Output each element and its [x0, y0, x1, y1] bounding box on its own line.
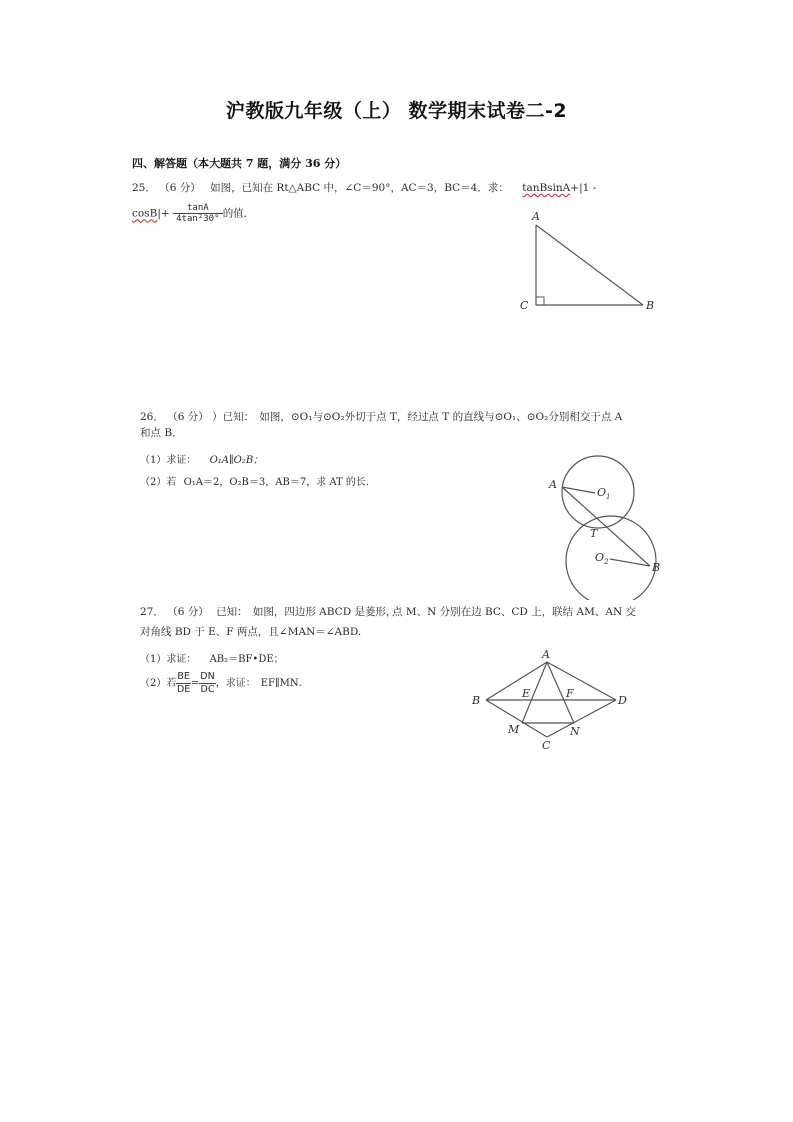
formula-part: +|1 -: [570, 182, 597, 194]
question-27-part1: [140, 650, 284, 665]
question-number: 27．: [140, 606, 164, 618]
part-label: （1）求证：: [140, 455, 197, 466]
section-heading: 四、解答题（本大题共 7 题，满分 36 分）: [132, 157, 347, 170]
part-content: ，求证： EF∥MN．: [215, 678, 309, 689]
formula-part: cosB: [132, 207, 158, 220]
question-number: 26．: [140, 411, 164, 423]
question-26-part2: [140, 473, 376, 488]
page-title: 沪教版九年级（上） 数学期末试卷二-2: [225, 100, 568, 122]
question-25-formula: [132, 203, 254, 224]
label-a: A: [532, 210, 540, 223]
part-label: （2）若: [140, 678, 177, 689]
formula-part: |+: [157, 207, 170, 220]
triangle-figure: [505, 205, 675, 325]
label-b: B: [652, 561, 661, 574]
label-t: T: [590, 527, 598, 540]
question-text: 已知： 如图，四边形 ABCD 是菱形，: [216, 606, 397, 618]
question-score: （6 分）: [167, 606, 209, 618]
question-25: [132, 180, 596, 195]
label-o2: $O_2$: [595, 551, 609, 566]
question-26-line2: 和点 B．: [140, 427, 183, 439]
label-b: B: [646, 299, 655, 312]
question-27-text-b: 点 M、N 分别在边 BC、CD 上，联结 AM、AN 交: [392, 606, 636, 618]
part-label: （2）若: [140, 477, 177, 488]
question-26: [140, 409, 622, 424]
label-c: C: [542, 739, 551, 752]
label-o1: $O_1$: [597, 486, 611, 501]
label-c: C: [520, 299, 529, 312]
question-27-part2: （2）若 $\frac{BE}{DE}$ = $\frac{DN}{DC}$ ，求证： EF∥MN．: [140, 671, 309, 695]
label-m: M: [508, 723, 520, 736]
label-b: B: [472, 694, 481, 707]
question-text: 如图，已知在 Rt△ABC 中，∠C＝90°，AC＝3，BC＝4．求：: [210, 182, 509, 194]
circles-figure: [540, 455, 670, 600]
fraction-numerator: tanA: [173, 203, 223, 214]
label-d: D: [618, 694, 627, 707]
fraction: [173, 203, 223, 224]
fraction-denominator: 4tan²30°: [176, 214, 220, 224]
part-content: AB₂＝BF•DE；: [209, 654, 284, 665]
label-e: E: [522, 687, 531, 700]
question-number: 25．: [132, 182, 156, 194]
rhombus-figure: [465, 645, 640, 760]
part-label: （1）求证：: [140, 654, 197, 665]
question-27: [140, 604, 396, 619]
question-27-line2: 对角线 BD 于 E、F 两点，且∠MAN＝∠ABD.: [140, 626, 362, 638]
formula-part: tanBsinA: [522, 182, 571, 194]
fraction: $\frac{DN}{DC}$: [200, 671, 215, 695]
label-a: A: [542, 648, 550, 661]
question-score: （6 分）: [159, 182, 201, 194]
part-content: O₁A＝2，O₂B＝3，AB＝7，求 AT 的长．: [183, 477, 376, 488]
label-f: F: [566, 687, 574, 700]
fraction: $\frac{BE}{DE}$: [176, 671, 191, 695]
question-26-part1: [140, 451, 263, 466]
label-a: A: [549, 478, 557, 491]
question-score: （6 分）: [167, 411, 209, 423]
question-text: ）已知： 如图，⊙O₁与⊙O₂外切于点 T，经过点 T 的直线与⊙O₁、⊙O₂分别相交于点 A: [212, 411, 623, 423]
label-n: N: [570, 725, 580, 738]
question-tail: 的值．: [222, 207, 255, 220]
part-content: O₁A∥O₂B；: [209, 455, 264, 466]
